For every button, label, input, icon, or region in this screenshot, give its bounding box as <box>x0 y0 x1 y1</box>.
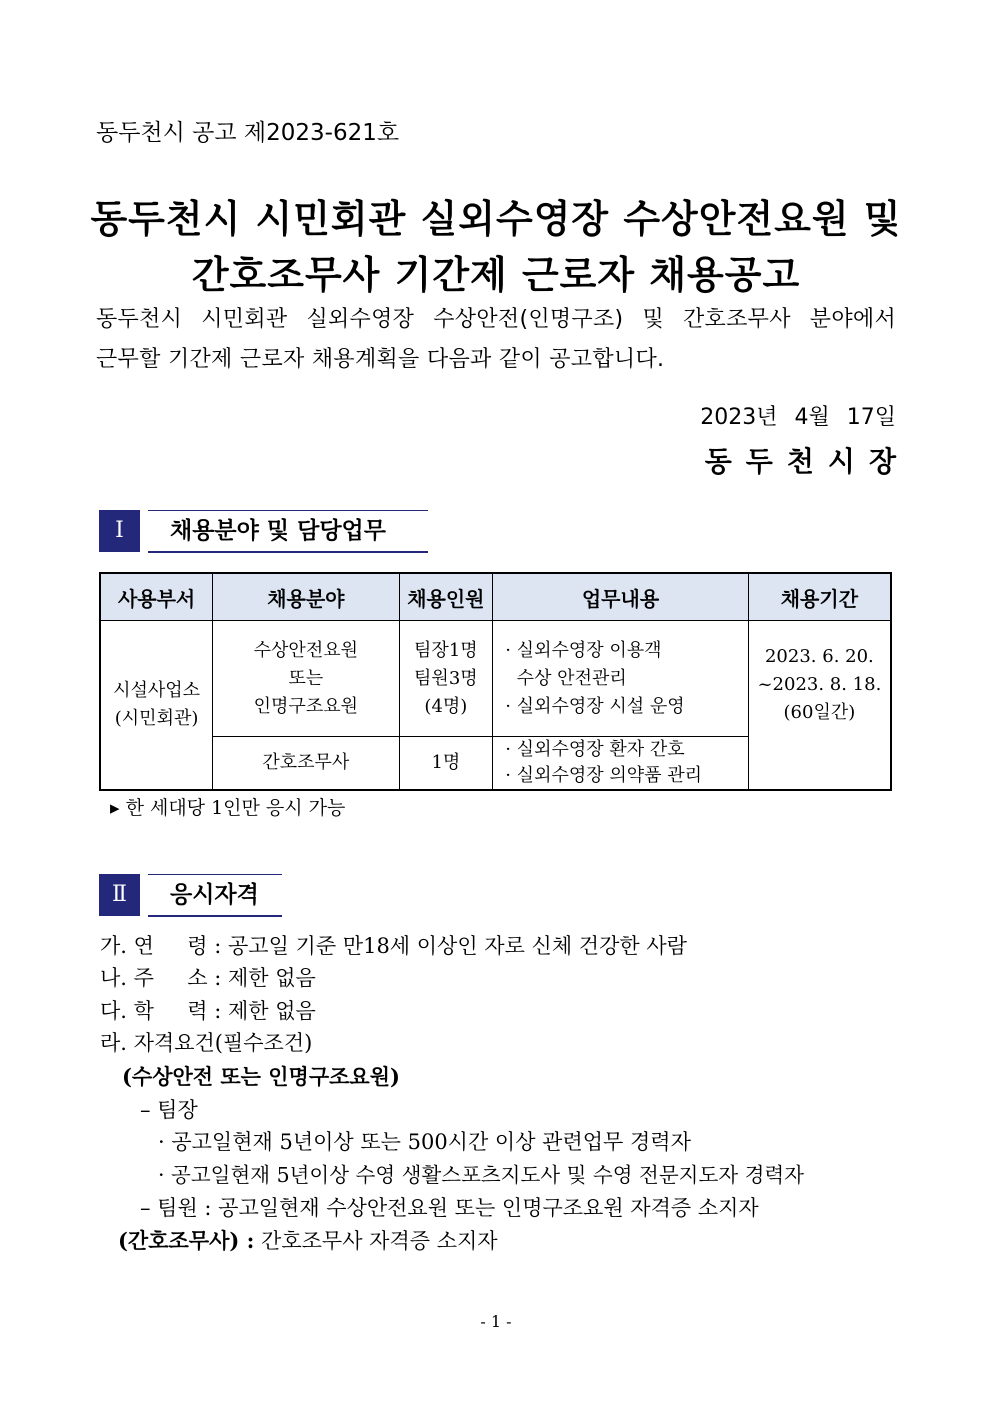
qualification-education: 다. 학 력 : 제한 없음 <box>100 999 316 1023</box>
period-line: (60일간) <box>783 702 856 723</box>
leader-item-1: · 공고일현재 5년이상 또는 500시간 이상 관련업무 경력자 <box>158 1130 691 1154</box>
notice-number: 동두천시 공고 제2023-621호 <box>96 120 400 146</box>
qualification-age: 가. 연 령 : 공고일 기준 만18세 이상인 자로 신체 건강한 사람 <box>100 934 687 958</box>
period-line: ~2023. 8. 18. <box>757 674 882 695</box>
intro-line-2: 근무할 기간제 근로자 채용계획을 다음과 같이 공고합니다. <box>96 347 665 372</box>
notice-date: 2023년 4월 17일 <box>700 405 896 430</box>
section-1-number: Ⅰ <box>99 510 140 552</box>
section-2-number: Ⅱ <box>99 874 140 916</box>
header-tasks: 업무내용 <box>493 573 749 621</box>
qualification-address: 나. 주 소 : 제한 없음 <box>100 966 316 990</box>
table-header-row <box>100 573 891 621</box>
task-line: · 실외수영장 의약품 관리 <box>505 765 703 786</box>
field-cell <box>213 621 399 737</box>
nurse-text: 간호조무사 자격증 소지자 <box>254 1229 498 1253</box>
table-row <box>100 621 891 737</box>
table-note: ▸ 한 세대당 1인만 응시 가능 <box>110 797 346 819</box>
lifeguard-heading: (수상안전 또는 인명구조요원) <box>122 1064 400 1089</box>
period-cell <box>748 621 891 791</box>
field-line: 인명구조요원 <box>253 695 358 717</box>
tasks-cell <box>493 737 749 791</box>
count-cell <box>399 621 493 737</box>
task-line: · 실외수영장 이용객 <box>505 639 662 661</box>
document-title-line-1: 동두천시 시민회관 실외수영장 수상안전요원 및 <box>90 197 902 241</box>
nurse-label: (간호조무사) : <box>118 1228 255 1253</box>
section-1-title: 채용분야 및 담당업무 <box>148 510 428 553</box>
member-line: – 팀원 : 공고일현재 수상안전요원 또는 인명구조요원 자격증 소지자 <box>140 1196 759 1220</box>
nurse-line <box>118 1225 498 1257</box>
issuer: 동두천시장 <box>704 445 910 478</box>
header-period: 채용기간 <box>748 573 891 621</box>
recruitment-table <box>99 572 892 791</box>
task-line: 수상 안전관리 <box>505 667 627 689</box>
section-2-title: 응시자격 <box>148 874 282 917</box>
intro-line-1: 동두천시 시민회관 실외수영장 수상안전(인명구조) 및 간호조무사 분야에서 <box>96 307 896 332</box>
count-cell: 1명 <box>399 737 493 791</box>
period-line: 2023. 6. 20. <box>764 646 874 667</box>
page-number: - 1 - <box>480 1312 512 1331</box>
department-cell <box>100 621 213 791</box>
tasks-cell <box>493 621 749 737</box>
header-field: 채용분야 <box>213 573 399 621</box>
header-count: 채용인원 <box>399 573 493 621</box>
qualification-requirements: 라. 자격요건(필수조건) <box>100 1031 313 1055</box>
field-cell: 간호조무사 <box>213 737 399 791</box>
leader-item-2: · 공고일현재 5년이상 수영 생활스포츠지도사 및 수영 전문지도자 경력자 <box>158 1163 804 1187</box>
field-line: 또는 <box>288 667 324 689</box>
document-title-line-2: 간호조무사 기간제 근로자 채용공고 <box>191 253 801 297</box>
field-line: 수상안전요원 <box>253 639 358 661</box>
count-line: 팀장1명 <box>414 639 478 661</box>
department-line: 시설사업소 <box>113 680 201 701</box>
count-line: 팀원3명 <box>414 667 478 689</box>
department-line: (시민회관) <box>114 708 199 729</box>
task-line: · 실외수영장 시설 운영 <box>505 695 685 717</box>
header-department: 사용부서 <box>100 573 213 621</box>
task-line: · 실외수영장 환자 간호 <box>505 739 685 760</box>
count-line: (4명) <box>424 695 468 717</box>
leader-label: – 팀장 <box>140 1098 198 1122</box>
